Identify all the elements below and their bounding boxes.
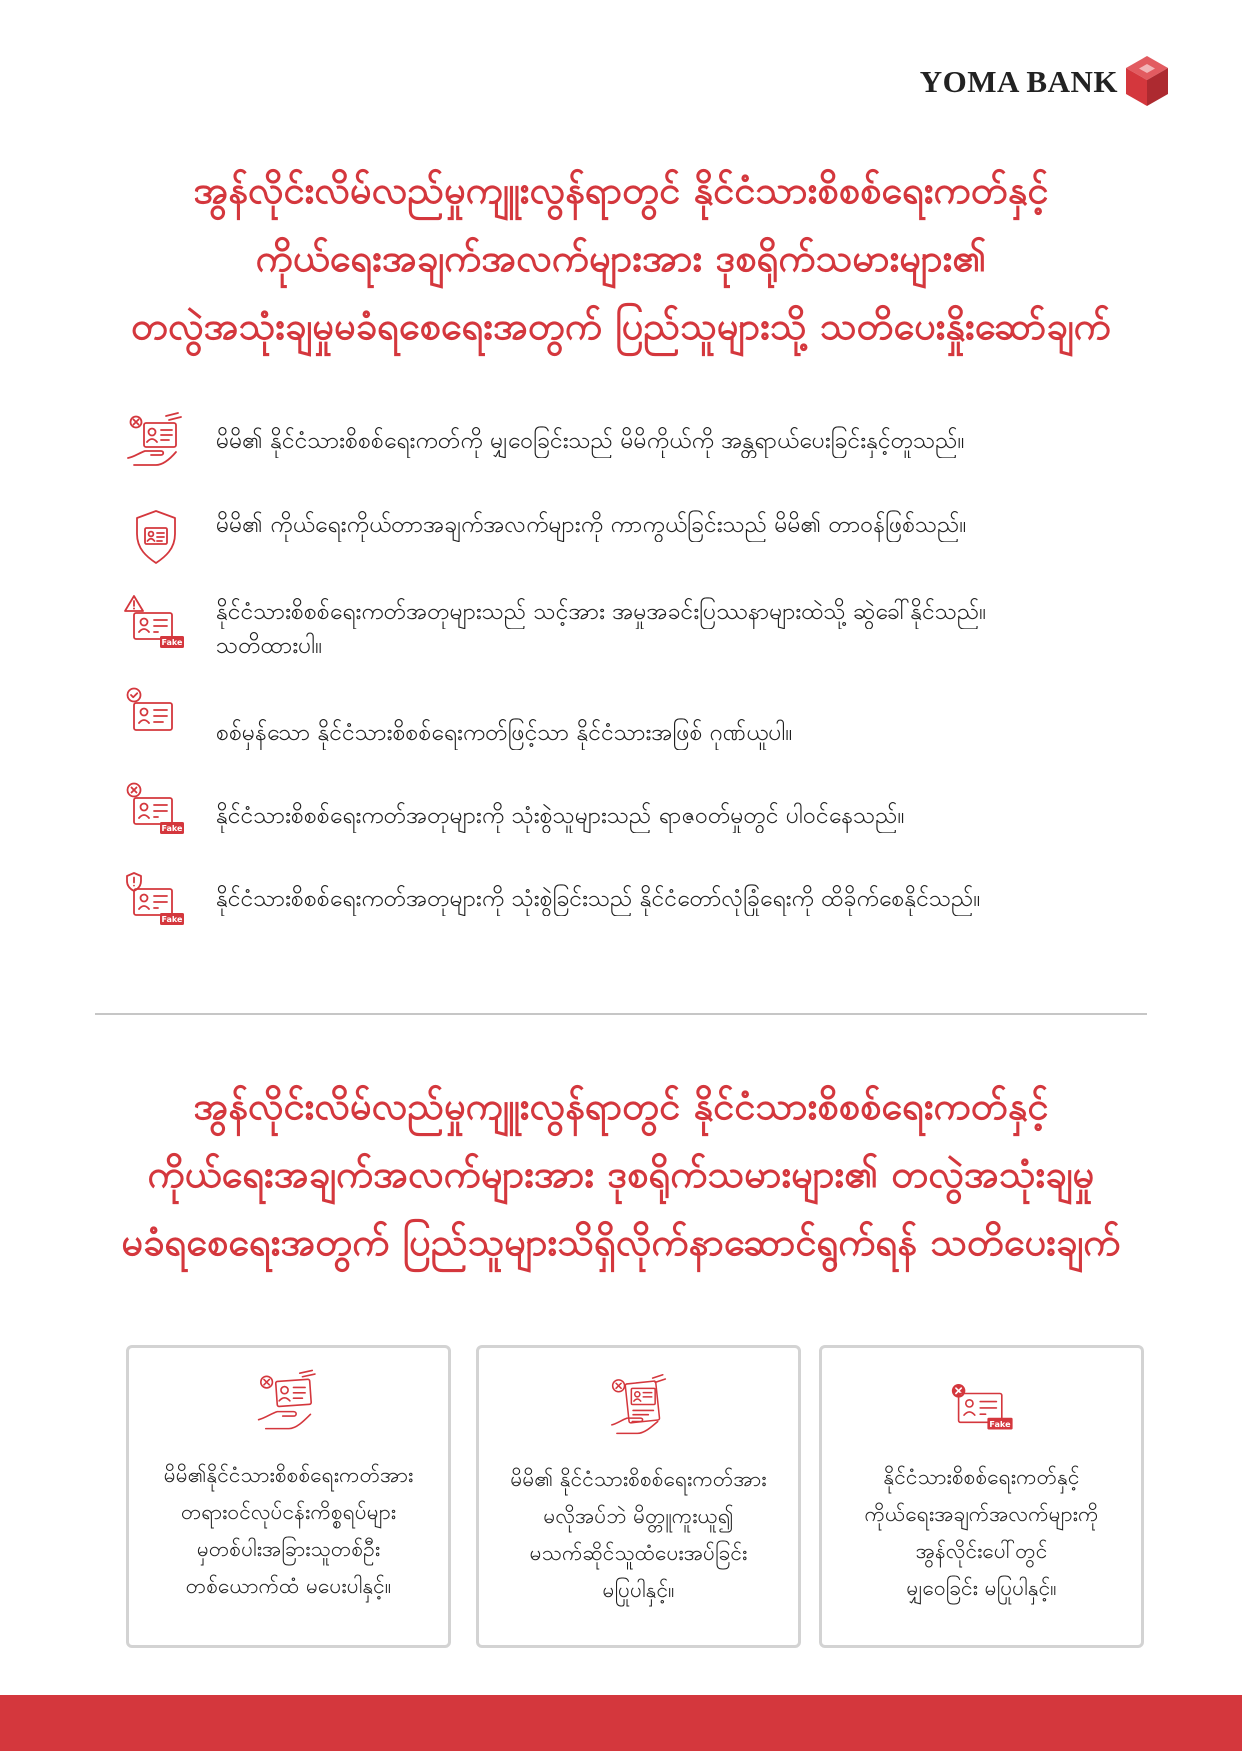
warning-item bbox=[0, 508, 1242, 568]
card-text-line: မပြုပါနှင့်။ bbox=[602, 1578, 675, 1602]
guidance-title bbox=[30, 1072, 1212, 1276]
warning-item bbox=[0, 410, 1242, 470]
card-text-line: တရားဝင်လုပ်ငန်းကိစ္စရပ်များ bbox=[180, 1500, 397, 1524]
brand-name: YOMA BANK bbox=[919, 64, 1118, 99]
card-icon-area bbox=[129, 1366, 448, 1438]
warning-text bbox=[216, 508, 1152, 542]
share-id-card-icon bbox=[124, 410, 188, 468]
card-text-line: မိမိ၏ နိုင်ငံသားစိစစ်ရေးကတ်အား bbox=[510, 1467, 767, 1491]
card-text-line: မိမိ၏နိုင်ငံသားစိစစ်ရေးကတ်အား bbox=[163, 1463, 414, 1487]
warning-text bbox=[216, 595, 1152, 663]
card-text-line: နိုင်ငံသားစိစစ်ရေးကတ်နှင့် bbox=[883, 1465, 1080, 1489]
no-online-sharing-fake-id-icon bbox=[946, 1380, 1018, 1434]
shield-id-card-icon bbox=[124, 508, 188, 566]
warning-item bbox=[0, 686, 1242, 746]
guidance-title-line: မခံရစေရေးအတွက် ပြည်သူများသိရှိလိုက်နာဆောင်ရွက်ရန် သတိပေးချက် bbox=[121, 1220, 1121, 1264]
card-text-line: တစ်ယောက်ထံ မပေးပါနှင့်။ bbox=[185, 1574, 392, 1598]
card-text bbox=[485, 1461, 792, 1609]
footer-bar bbox=[0, 1695, 1242, 1751]
card-text-line: အွန်လိုင်းပေါ်တွင် bbox=[915, 1539, 1048, 1563]
warning-text-line: နိုင်ငံသားစိစစ်ရေးကတ်အတုများကို သုံးစွဲခြင်းသည် နိုင်ငံတော်လုံခြုံရေးကို ထိခိုက်စေနိုင်သည်။ bbox=[216, 886, 981, 912]
guidance-title-line: အွန်လိုင်းလိမ်လည်မှုကျူးလွန်ရာတွင် နိုင်ငံသားစိစစ်ရေးကတ်နှင့် bbox=[193, 1084, 1049, 1128]
card-text-line: ကိုယ်ရေးအချက်အလက်များကို bbox=[864, 1502, 1099, 1526]
guidance-card bbox=[476, 1345, 801, 1648]
notice-title-line: တလွဲအသုံးချမှုမခံရစေရေးအတွက် ပြည်သူများသို့ သတိပေးနှိုးဆော်ချက် bbox=[131, 304, 1111, 348]
card-icon-area bbox=[822, 1366, 1141, 1438]
rejected-fake-id-icon bbox=[124, 781, 188, 839]
fake-tag-text: Fake bbox=[988, 1418, 1011, 1429]
card-text-line: မလိုအပ်ဘဲ မိတ္တူကူးယူ၍ bbox=[543, 1504, 734, 1528]
warning-text-line: စစ်မှန်သော နိုင်ငံသားစိစစ်ရေးကတ်ဖြင့်သာ နိုင်ငံသားအဖြစ် ဂုဏ်ယူပါ။ bbox=[216, 720, 793, 746]
guidance-card bbox=[819, 1345, 1144, 1648]
card-text bbox=[135, 1457, 442, 1605]
warning-text bbox=[216, 882, 1152, 916]
fake-tag-text: Fake bbox=[161, 915, 183, 924]
card-icon-area bbox=[479, 1366, 798, 1438]
fake-tag-text: Fake bbox=[161, 824, 183, 833]
card-text-line: မျှဝေခြင်း မပြုပါနှင့်။ bbox=[906, 1576, 1057, 1600]
warning-text bbox=[216, 716, 1152, 750]
hand-sharing-id-card-icon bbox=[253, 1366, 325, 1434]
warning-text-line: မိမိ၏ နိုင်ငံသားစိစစ်ရေးကတ်ကို မျှဝေခြင်းသည် မိမိကိုယ်ကို အန္တရာယ်ပေးခြင်းနှင့်တူသည်။ bbox=[216, 428, 965, 454]
section-divider bbox=[95, 1013, 1147, 1015]
warning-item bbox=[0, 781, 1242, 841]
card-text bbox=[828, 1459, 1135, 1607]
warning-text-line: သတိထားပါ။ bbox=[216, 633, 323, 659]
warning-text-line: မိမိ၏ ကိုယ်ရေးကိုယ်တာအချက်အလက်များကို ကာကွယ်ခြင်းသည် မိမိ၏ တာဝန်ဖြစ်သည်။ bbox=[216, 512, 967, 538]
warning-item bbox=[0, 594, 1242, 659]
warning-text-line: နိုင်ငံသားစိစစ်ရေးကတ်အတုများသည် သင့်အား အမှုအခင်းပြဿနာများထဲသို့ ဆွဲခေါ်နိုင်သည်။ bbox=[216, 599, 987, 625]
warning-text bbox=[216, 799, 1152, 833]
fake-tag-text: Fake bbox=[161, 638, 183, 647]
guidance-card bbox=[126, 1345, 451, 1648]
notice-title bbox=[30, 156, 1212, 360]
guidance-title-line: ကိုယ်ရေးအချက်အလက်များအား ဒုစရိုက်သမားများ၏ တလွဲအသုံးချမှု bbox=[147, 1152, 1095, 1196]
yoma-cube-icon bbox=[1124, 54, 1170, 108]
photocopy-id-card-icon bbox=[605, 1372, 673, 1437]
notice-title-line: ကိုယ်ရေးအချက်အလက်များအား ဒုစရိုက်သမားများ၏ bbox=[255, 236, 987, 280]
warning-fake-id-icon bbox=[124, 594, 188, 652]
warning-item bbox=[0, 871, 1242, 931]
card-text-line: မသက်ဆိုင်သူထံပေးအပ်ခြင်း bbox=[529, 1541, 748, 1565]
warning-text bbox=[216, 424, 1152, 458]
notice-title-line: အွန်လိုင်းလိမ်လည်မှုကျူးလွန်ရာတွင် နိုင်ငံသားစိစစ်ရေးကတ်နှင့် bbox=[193, 168, 1049, 212]
verified-id-card-icon bbox=[124, 686, 188, 744]
card-text-line: မှတစ်ပါးအခြားသူတစ်ဦး bbox=[196, 1537, 381, 1561]
warning-text-line: နိုင်ငံသားစိစစ်ရေးကတ်အတုများကို သုံးစွဲသူများသည် ရာဇဝတ်မှုတွင် ပါဝင်နေသည်။ bbox=[216, 803, 905, 829]
alert-shield-fake-id-icon bbox=[124, 871, 188, 929]
brand-logo bbox=[900, 52, 1174, 112]
